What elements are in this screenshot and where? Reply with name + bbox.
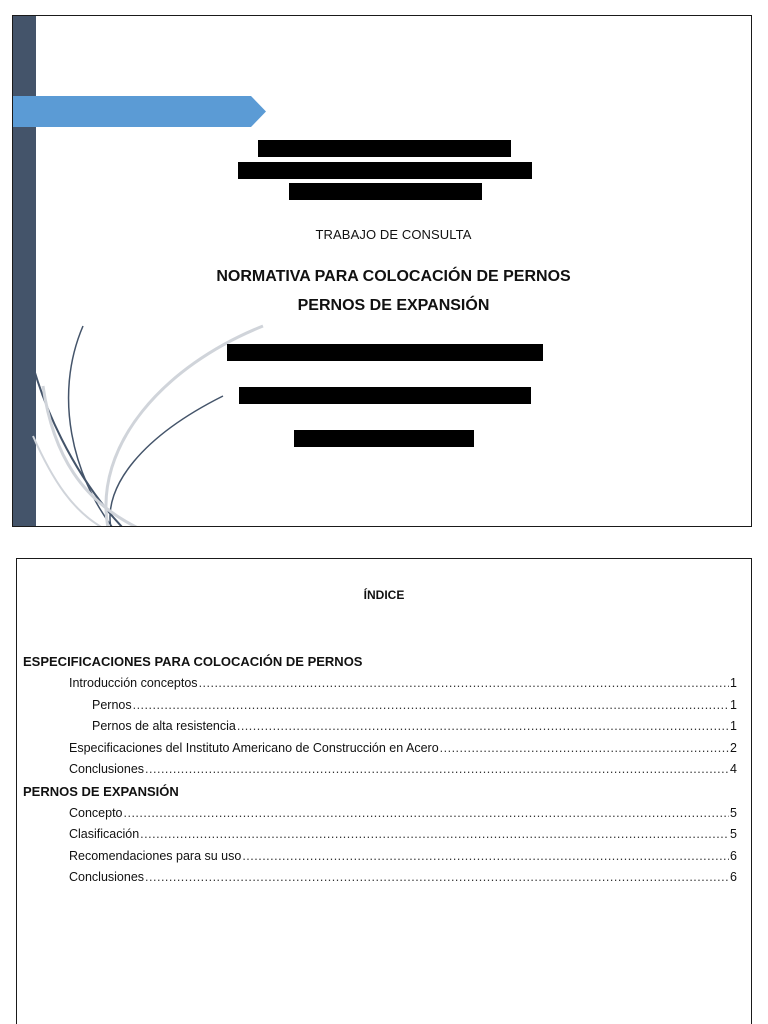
- toc-entry-label: Conclusiones: [69, 870, 145, 884]
- cover-title-line-2: PERNOS DE EXPANSIÓN: [297, 297, 490, 314]
- toc-entry-label: Clasificación: [69, 827, 140, 841]
- cover-page: [12, 15, 752, 527]
- toc-entry[interactable]: [23, 738, 737, 760]
- cover-title-line-1: NORMATIVA PARA COLOCACIÓN DE PERNOS: [216, 268, 571, 285]
- toc-page-number: 1: [730, 676, 737, 690]
- cover-ribbon-arrow: [13, 96, 266, 127]
- toc-entry[interactable]: [23, 695, 737, 717]
- table-of-contents: [23, 651, 737, 889]
- toc-entry[interactable]: [23, 716, 737, 738]
- toc-page-number: 4: [730, 762, 737, 776]
- toc-section-heading[interactable]: PERNOS DE EXPANSIÓN: [23, 783, 179, 799]
- toc-page-number: 2: [730, 740, 737, 755]
- redacted-block: [227, 344, 543, 361]
- toc-dot-leader: [124, 803, 730, 825]
- toc-dot-leader: [145, 867, 729, 889]
- index-heading: ÍNDICE: [363, 588, 405, 602]
- toc-entry-label: Concepto: [69, 805, 123, 820]
- swoosh-curve: [43, 386, 138, 527]
- toc-entry-label: Especificaciones del Instituto Americano de Construcción en Acero: [69, 740, 439, 755]
- redacted-block: [289, 183, 482, 200]
- toc-dot-leader: [140, 824, 729, 846]
- toc-dot-leader: [145, 759, 729, 781]
- toc-entry-label: Introducción conceptos: [69, 676, 198, 690]
- toc-entry-label: Conclusiones: [69, 762, 145, 776]
- toc-dot-leader: [133, 695, 729, 717]
- toc-section-heading[interactable]: ESPECIFICACIONES PARA COLOCACIÓN DE PERNOS: [23, 654, 363, 669]
- toc-entry[interactable]: [23, 846, 737, 868]
- redacted-block: [258, 140, 511, 157]
- toc-page-number: 5: [730, 805, 737, 820]
- redacted-block: [238, 162, 532, 179]
- toc-entry-label: Pernos: [92, 697, 132, 712]
- toc-page-number: 1: [730, 719, 737, 733]
- index-page: [16, 558, 752, 1024]
- toc-page-number: 6: [730, 848, 737, 863]
- toc-dot-leader: [199, 673, 729, 695]
- redacted-block: [294, 430, 474, 447]
- toc-page-number: 5: [730, 827, 737, 841]
- toc-entry[interactable]: [23, 759, 737, 781]
- swoosh-curve: [110, 396, 223, 527]
- toc-page-number: 1: [730, 697, 737, 712]
- redacted-block: [239, 387, 531, 404]
- cover-subtitle: TRABAJO DE CONSULTA: [315, 227, 472, 242]
- toc-dot-leader: [237, 716, 729, 738]
- toc-entry-label: Pernos de alta resistencia: [92, 719, 236, 733]
- toc-entry[interactable]: [23, 824, 737, 846]
- toc-dot-leader: [242, 846, 729, 868]
- toc-entry[interactable]: [23, 673, 737, 695]
- toc-entry-label: Recomendaciones para su uso: [69, 848, 242, 863]
- toc-entry[interactable]: [23, 803, 737, 825]
- toc-entry[interactable]: [23, 867, 737, 889]
- toc-page-number: 6: [730, 870, 737, 884]
- toc-dot-leader: [440, 738, 729, 760]
